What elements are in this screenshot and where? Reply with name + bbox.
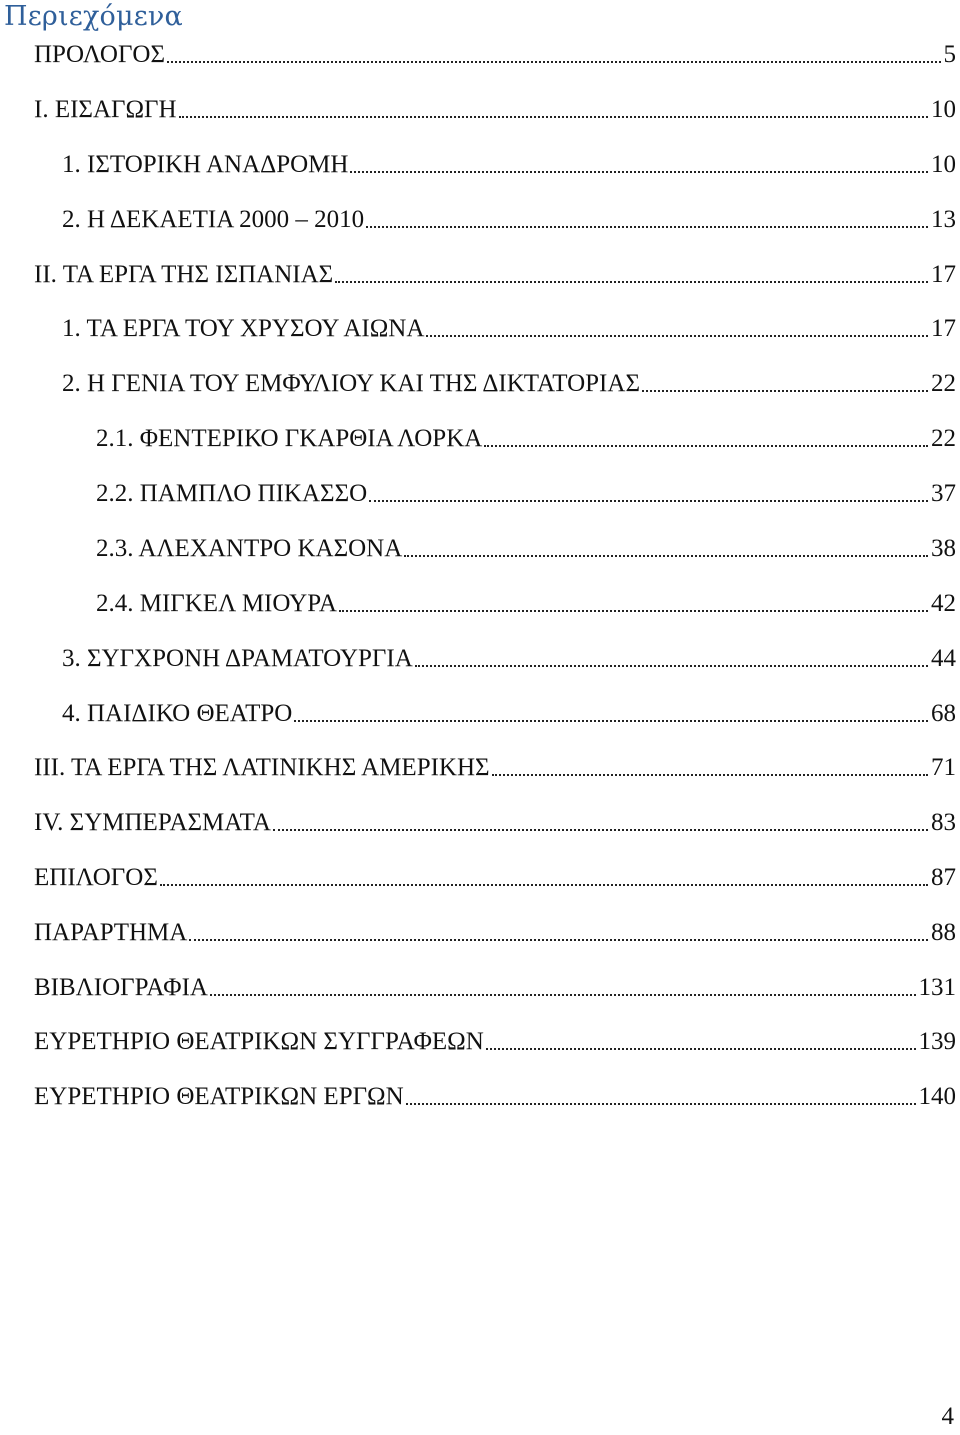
dot-leader: [350, 150, 928, 180]
dot-leader: [415, 644, 928, 674]
toc-entry-title: ΙΙΙ. ΤΑ ΕΡΓΑ ΤΗΣ ΛΑΤΙΝΙΚΗΣ ΑΜΕΡΙΚΗΣ: [34, 754, 490, 781]
dot-leader: [339, 589, 928, 619]
toc-entry-page: 10: [931, 96, 956, 123]
toc-entry-page: 140: [918, 1083, 956, 1110]
toc-entry-page: 139: [918, 1028, 956, 1055]
dot-leader: [167, 40, 940, 70]
toc-entry-title: ΕΥΡΕΤΗΡΙΟ ΘΕΑΤΡΙΚΩΝ ΕΡΓΩΝ: [34, 1083, 404, 1110]
toc-entry-title: 2. Η ΓΕΝΙΑ ΤΟΥ ΕΜΦΥΛΙΟΥ ΚΑΙ ΤΗΣ ΔΙΚΤΑΤΟΡΙΑΣ: [62, 370, 640, 397]
toc-entry[interactable]: [34, 36, 956, 70]
toc-entry[interactable]: [62, 640, 956, 674]
dot-leader: [492, 753, 928, 783]
dot-leader: [189, 918, 928, 948]
dot-leader: [294, 699, 928, 729]
dot-leader: [426, 314, 928, 344]
toc-entry-title: ΕΥΡΕΤΗΡΙΟ ΘΕΑΤΡΙΚΩΝ ΣΥΓΓΡΑΦΕΩΝ: [34, 1028, 484, 1055]
toc-entry[interactable]: [34, 1023, 956, 1057]
toc-entry[interactable]: [62, 310, 956, 344]
toc-entry-page: 22: [931, 425, 956, 452]
toc-entry[interactable]: [34, 91, 956, 125]
dot-leader: [484, 424, 928, 454]
toc-entry-page: 22: [931, 370, 956, 397]
toc-entry-title: 2.1. ΦΕΝΤΕΡΙΚΟ ΓΚΑΡΘΙΑ ΛΟΡΚΑ: [96, 425, 483, 452]
toc-entry-page: 42: [931, 590, 956, 617]
toc-entry-title: ΕΠΙΛΟΓΟΣ: [34, 864, 158, 891]
toc-entry-title: 4. ΠΑΙΔΙΚΟ ΘΕΑΤΡΟ: [62, 700, 293, 727]
dot-leader: [406, 1082, 916, 1112]
dot-leader: [642, 369, 928, 399]
toc-entry-title: 2.3. ΑΛΕΧΑΝΤΡΟ ΚΑΣΟΝΑ: [96, 535, 403, 562]
toc-entry-page: 38: [931, 535, 956, 562]
toc-entry-title: IV. ΣΥΜΠΕΡΑΣΜΑΤΑ: [34, 809, 271, 836]
toc-entry-page: 83: [931, 809, 956, 836]
toc-entry-page: 37: [931, 480, 956, 507]
toc-entry[interactable]: [34, 749, 956, 783]
dot-leader: [404, 534, 928, 564]
toc-entry-page: 131: [918, 974, 956, 1001]
toc-entry[interactable]: [62, 146, 956, 180]
toc-entry-title: 2.2. ΠΑΜΠΛΟ ΠΙΚΑΣΣΟ: [96, 480, 368, 507]
toc-entry[interactable]: [62, 695, 956, 729]
toc-entry[interactable]: [62, 365, 956, 399]
toc-entry[interactable]: [34, 256, 956, 290]
toc-entry[interactable]: [34, 1078, 956, 1112]
toc-entry-page: 68: [931, 700, 956, 727]
toc-entry-page: 71: [931, 754, 956, 781]
toc-entry[interactable]: [62, 201, 956, 235]
toc-entry-title: ΙΙ. ΤΑ ΕΡΓΑ ΤΗΣ ΙΣΠΑΝΙΑΣ: [34, 261, 334, 288]
toc-entry[interactable]: [96, 585, 956, 619]
toc-entry-page: 87: [931, 864, 956, 891]
toc-entry-page: 17: [931, 261, 956, 288]
toc-heading: Περιεχόμενα: [4, 1, 183, 32]
toc-entry-title: 2. Η ΔΕΚΑΕΤΙΑ 2000 – 2010: [62, 206, 365, 233]
toc-entry-title: ΠΑΡΑΡΤΗΜΑ: [34, 919, 188, 946]
dot-leader: [369, 479, 928, 509]
dot-leader: [366, 205, 928, 235]
toc-entry-page: 10: [931, 151, 956, 178]
toc-entry-title: 1. ΙΣΤΟΡΙΚΗ ΑΝΑΔΡΟΜΗ: [62, 151, 349, 178]
dot-leader: [179, 95, 928, 125]
toc-entry-title: ΠΡΟΛΟΓΟΣ: [34, 41, 166, 68]
toc-entry-title: 1. ΤΑ ΕΡΓΑ ΤΟΥ ΧΡΥΣΟΥ ΑΙΩΝΑ: [62, 315, 425, 342]
toc-entry-page: 88: [931, 919, 956, 946]
dot-leader: [160, 863, 928, 893]
toc-entry-page: 17: [931, 315, 956, 342]
dot-leader: [273, 808, 928, 838]
page-number: 4: [941, 1403, 954, 1430]
toc-entry-title: 2.4. ΜΙΓΚΕΛ ΜΙΟΥΡΑ: [96, 590, 337, 617]
toc-entry[interactable]: [34, 914, 956, 948]
toc-entry[interactable]: [34, 804, 956, 838]
toc-entry[interactable]: [34, 969, 956, 1003]
toc-entry-page: 5: [943, 41, 956, 68]
toc-entry-title: ΒΙΒΛΙΟΓΡΑΦΙΑ: [34, 974, 208, 1001]
toc-entry[interactable]: [96, 475, 956, 509]
toc-entry[interactable]: [34, 859, 956, 893]
dot-leader: [335, 260, 928, 290]
toc-entry-page: 13: [931, 206, 956, 233]
toc-entry-title: 3. ΣΥΓΧΡΟΝΗ ΔΡΑΜΑΤΟΥΡΓΙΑ: [62, 645, 413, 672]
toc-entry-title: Ι. ΕΙΣΑΓΩΓΗ: [34, 96, 177, 123]
toc-entry[interactable]: [96, 420, 956, 454]
toc-entry[interactable]: [96, 530, 956, 564]
toc-entry-page: 44: [931, 645, 956, 672]
dot-leader: [486, 1027, 916, 1057]
dot-leader: [210, 973, 916, 1003]
